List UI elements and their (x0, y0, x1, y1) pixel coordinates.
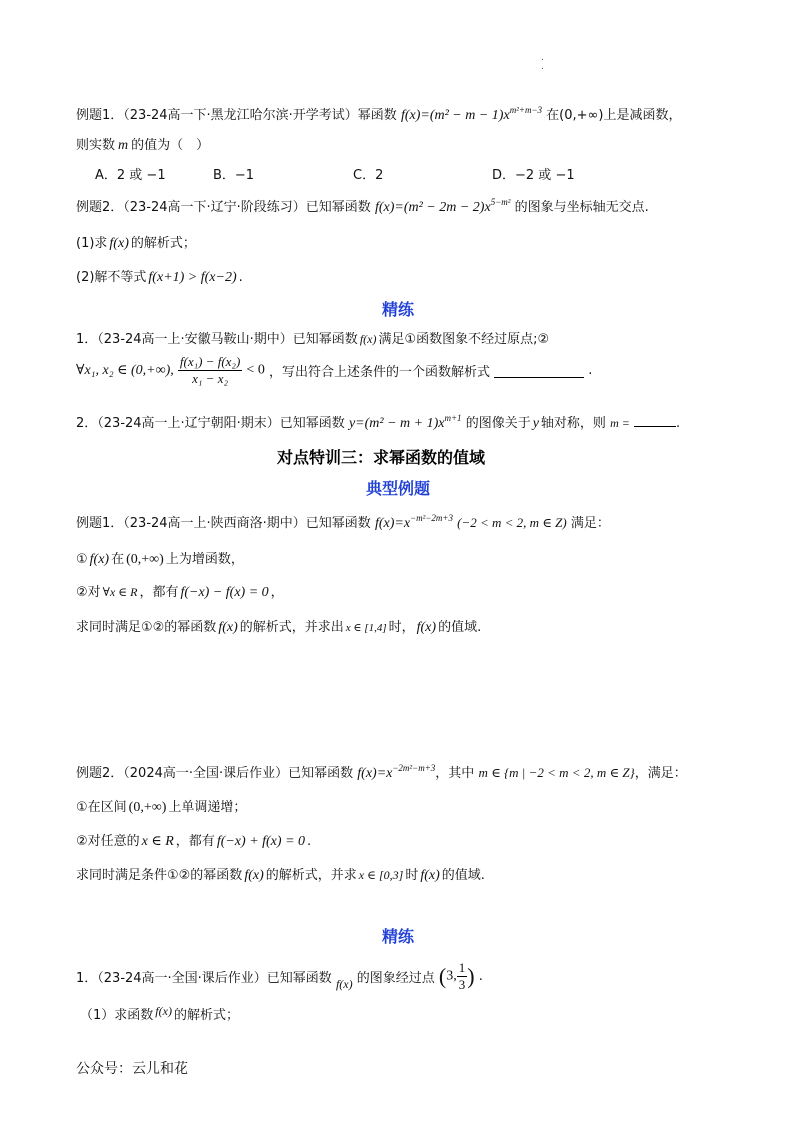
s3-example1-cond1: ① f(x) 在 (0,+∞) 上为增函数， (76, 552, 244, 567)
practice1-q2: 2．（23-24高一上·辽宁朝阳·期末）已知幂函数 $y=(m^2 - m + 1)x^{m+1}$ 的图像关于 y 轴对称，则 m = . (76, 413, 681, 431)
example2-part2: (2)解不等式 f(x+1) > f(x−2) . (76, 270, 243, 285)
practice1-q1-line2: ∀x₁, x₂ ∈ (0,+∞), $\frac{\text{f(x₁) − f(x₂)}}{\text{x₁ − x₂}}$ < 0 ，写出符合上述条件的一个函数解析式 . (76, 354, 593, 386)
example1-line2: 则实数 m 的值为（ ） (76, 138, 210, 153)
s3-example2-cond2: ②对任意的 x ∈ R ，都有 f(−x) + f(x) = 0 . (76, 834, 312, 849)
section-title: 对点特训三：求幂函数的值域 (277, 448, 486, 467)
s3-example2-cond1: ①在区间 (0,+∞) 上单调递增； (76, 800, 247, 815)
practice-heading-2: 精练 (382, 927, 415, 946)
choice-b[interactable]: B．−1 (213, 168, 255, 183)
example2-line1: 例题2．（23-24高一下·辽宁·阶段练习）已知幂函数 $f(x)=(m^2 - 2m - 2)x^{5-m^2}$ 的图象与坐标轴无交点. (76, 197, 649, 215)
practice2-q1: 1．（23-24高一·全国·课后作业）已知幂函数 f(x) 的图象经过点 (3, $\frac{1}{3}$ ) . (76, 960, 483, 992)
choice-c[interactable]: C．2 (353, 168, 384, 183)
answer-blank[interactable] (494, 363, 584, 378)
example2-part1: (1)求 f(x) 的解析式； (76, 236, 196, 251)
choice-a[interactable]: A．2 或 −1 (95, 168, 166, 183)
top-mark: . . (541, 53, 544, 72)
footer-wechat: 公众号：云儿和花 (76, 1061, 188, 1077)
s3-example2-question: 求同时满足条件①②的幂函数 f(x) 的解析式，并求 x ∈ [0,3] 时 f(x) 的值域. (76, 868, 485, 883)
answer-blank[interactable] (634, 414, 676, 427)
section-subtitle: 典型例题 (366, 479, 431, 498)
s3-example2-line1: 例题2．（2024高一·全国·课后作业）已知幂函数 $f(x)=x^{-2m^2-m+3}$，其中 m ∈ {m | −2 < m < 2, m ∈ Z}，满足： (76, 763, 687, 781)
s3-example1-question: 求同时满足①②的幂函数 f(x) 的解析式，并求出 x ∈ [1,4] 时， f(x) 的值域. (76, 620, 482, 635)
example2-function: f(x)=(m² − 2m − 2)x (374, 200, 491, 215)
practice2-q1-sub1: （1）求函数 f(x) 的解析式； (80, 1004, 239, 1023)
s3-example1-cond2: ②对 ∀x ∈ R ，都有 f(−x) − f(x) = 0 ， (76, 585, 284, 600)
practice1-fraction: $\frac{\text{f(x₁) − f(x₂)}}{\text{x₁ − x₂}}$ (179, 354, 241, 386)
practice1-q1-line1: 1．（23-24高一上·安徽马鞍山·期中）已知幂函数 f(x) 满足①函数图象不经过原点;② (76, 332, 550, 347)
example1-line1: 例题1．（23-24高一下·黑龙江哈尔滨·开学考试）幂函数 $f(x)=(m^2 - m - 1)x^{m^2+m-3}$ 在(0,+∞)上是减函数， (76, 105, 682, 123)
practice-heading-1: 精练 (382, 300, 415, 319)
s3-example1-line1: 例题1．（23-24高一上·陕西商洛·期中）已知幂函数 $f(x)=x^{-m^2-2m+3}$ (−2 < m < 2, m ∈ Z) 满足： (76, 513, 610, 531)
example1-function: f(x)=(m² − m − 1)x (400, 108, 510, 123)
choice-d[interactable]: D．−2 或 −1 (492, 168, 575, 183)
